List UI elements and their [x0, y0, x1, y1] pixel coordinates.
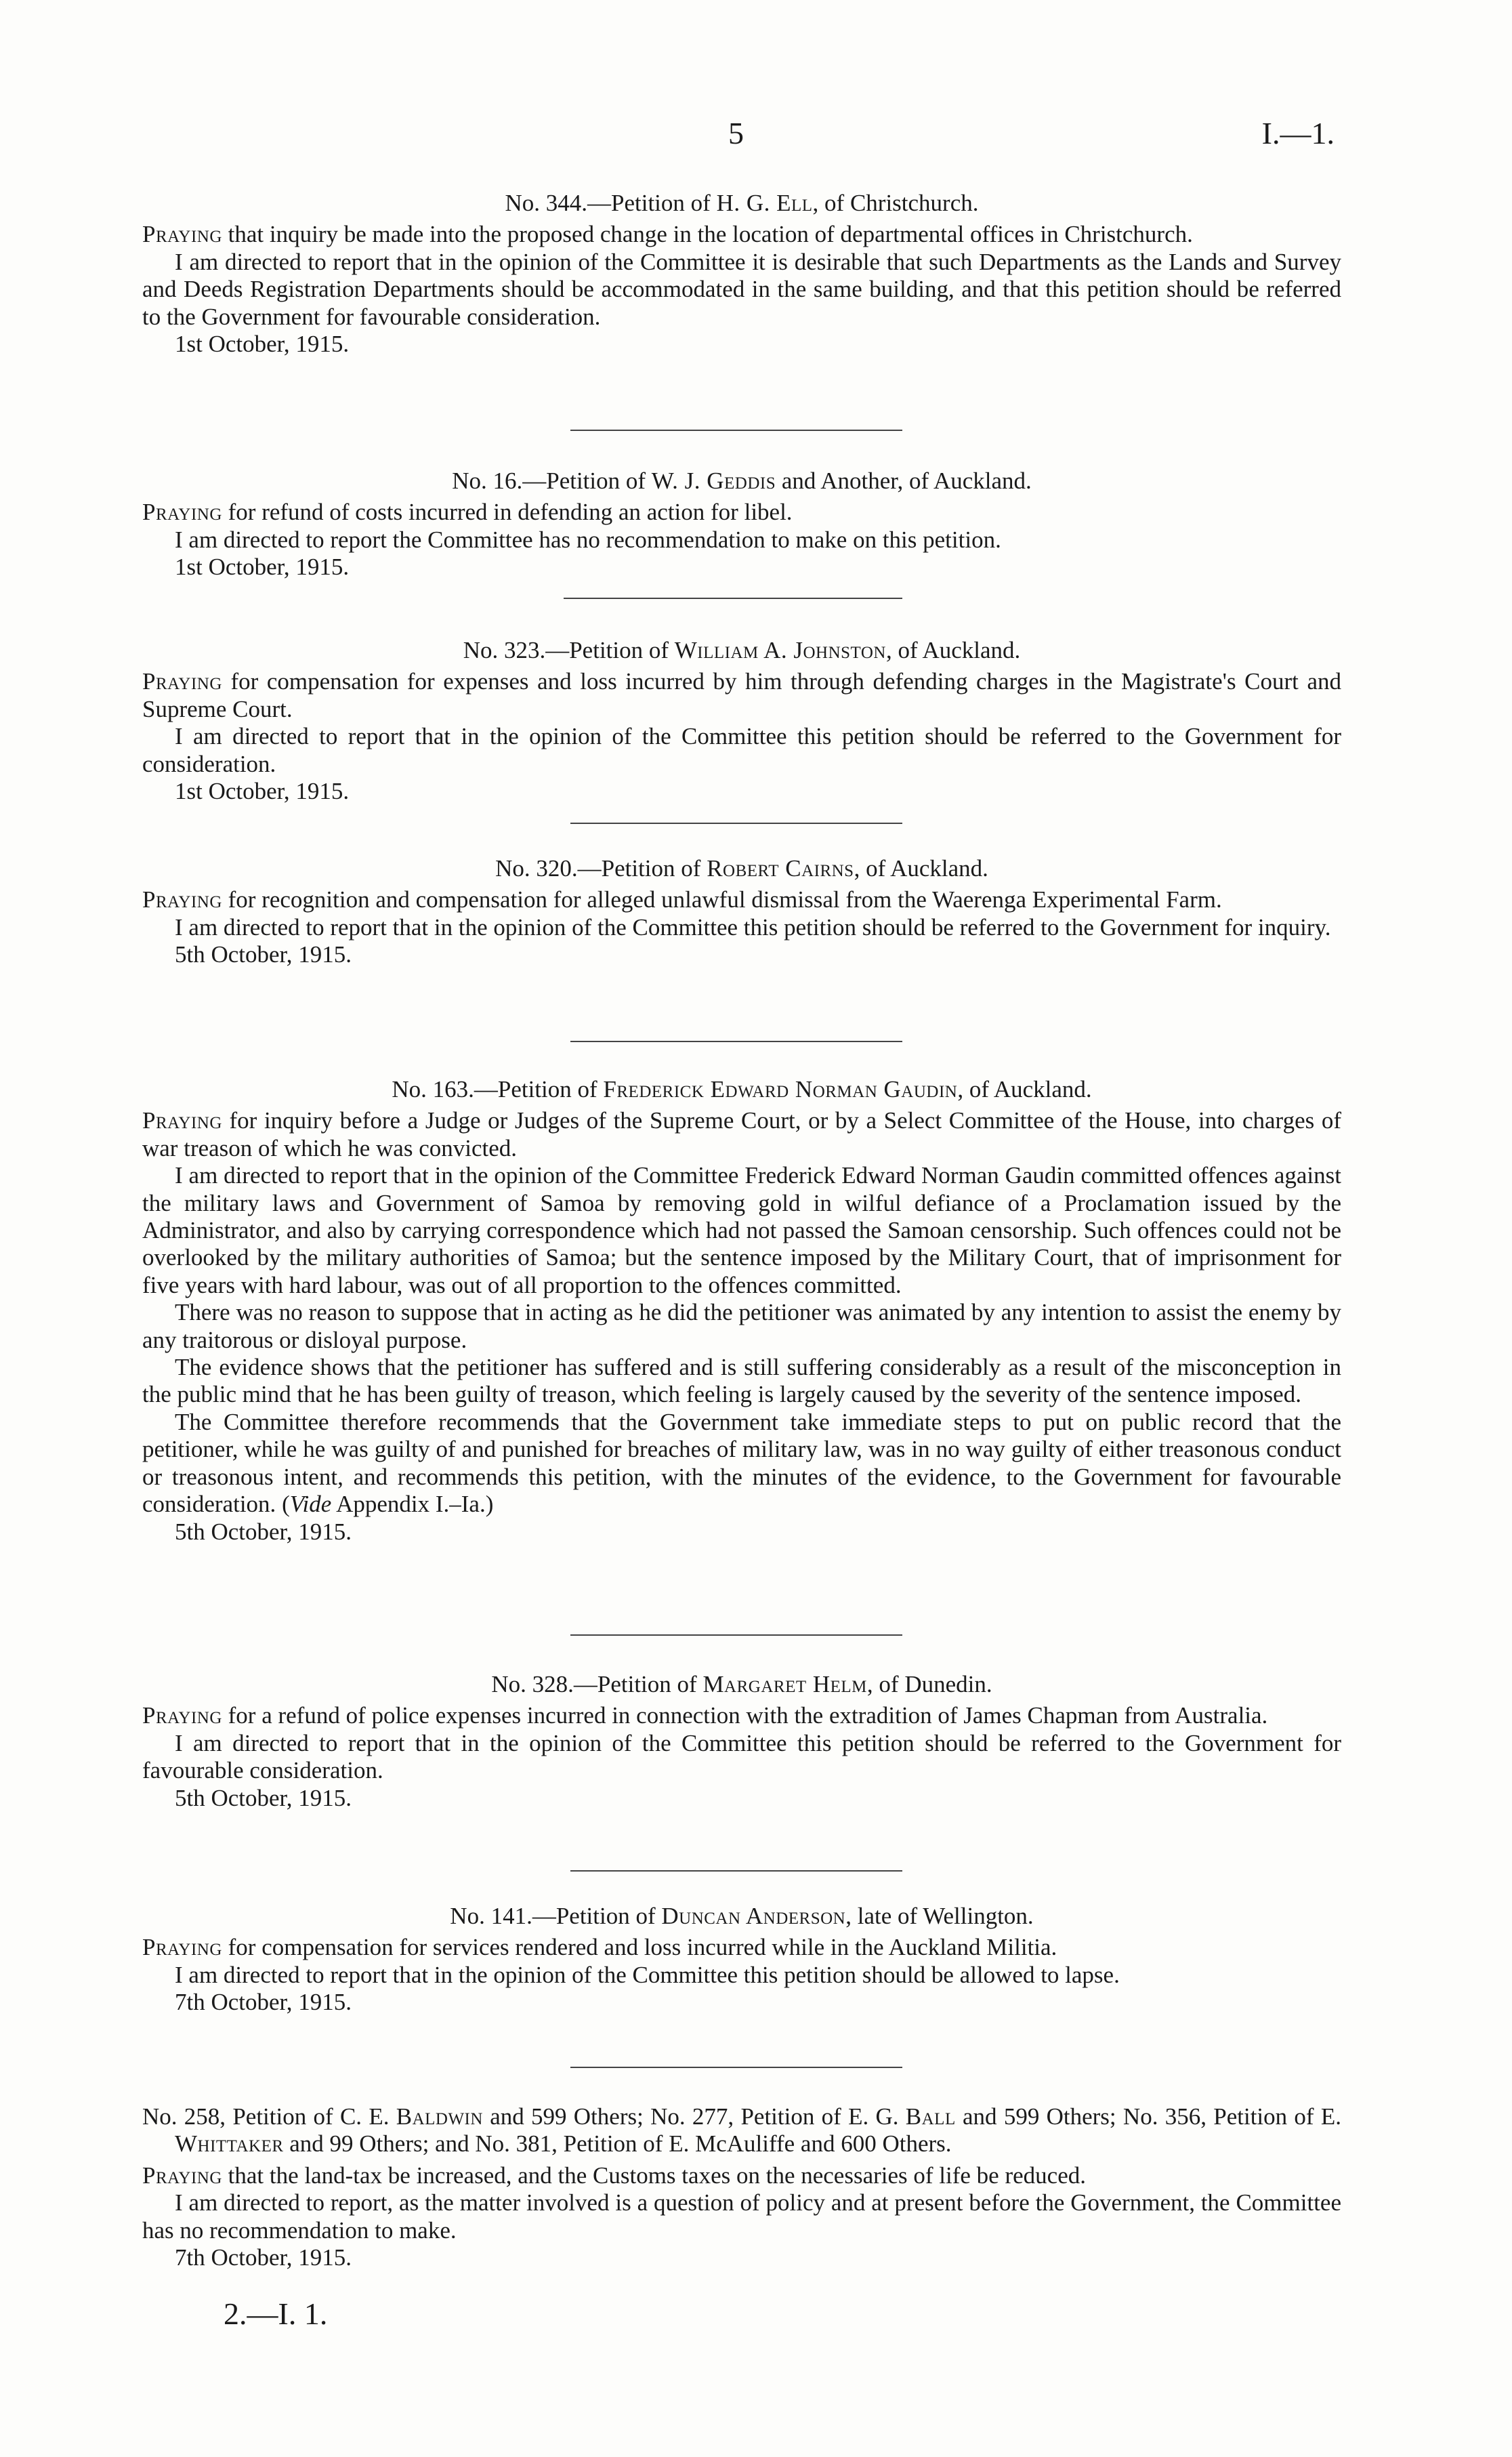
report-paragraph: The evidence shows that the petitioner has suffered and is still suffering considerably as a result of the misconception in the public mind that he has been guilty of treason, which feeling is largely caused by the severity of the sentence imposed.: [142, 1354, 1341, 1408]
petitioner-name: W. J. Geddis: [651, 468, 776, 494]
petition-title: No. 258, Petition of C. E. Baldwin and 599 Others; No. 277, Petition of E. G. Ball and 599 Others; No. 356, Petition of E. Whittaker and 99 Others; and No. 381, Petition of E. McAuliffe and 600 Others.: [142, 2103, 1341, 2157]
petitioner-name: Frederick Edward Norman Gaudin: [603, 1076, 958, 1102]
petitioner-name: Robert Cairns: [707, 855, 854, 882]
praying-paragraph: Praying for recognition and compensation for alleged unlawful dismissal from the Waerenga Experimental Farm.: [142, 886, 1222, 913]
petition-title: No. 328.—Petition of Margaret Helm, of Dunedin.: [491, 1671, 992, 1697]
sheet-signature: 2.—I. 1.: [224, 2296, 328, 2331]
praying-paragraph: Praying for inquiry before a Judge or Judges of the Supreme Court, or by a Select Committee of the House, into charges of war treason of which he was convicted.: [142, 1107, 1341, 1161]
report-paragraph: The Committee therefore recommends that the Government take immediate steps to put on public record that the petitioner, while he was guilty of and punished for breaches of military law, was in no way guilty of either treasonous conduct or treasonous intent, and recommends this petition, with the minutes of the evidence, to the Government for favourable consideration. (Vide Appendix I.–Ia.): [142, 1408, 1341, 1518]
petitioner-name: Duncan Anderson: [661, 1903, 846, 1929]
praying-paragraph: Praying for a refund of police expenses incurred in connection with the extradition of James Chapman from Australia.: [142, 1702, 1268, 1729]
petition-title: No. 141.—Petition of Duncan Anderson, late of Wellington.: [450, 1903, 1034, 1929]
report-paragraph: I am directed to report, as the matter involved is a question of policy and at present before the Government, the Committee has no recommendation to make.: [142, 2189, 1341, 2244]
section-divider: [570, 430, 902, 431]
petition-title: No. 320.—Petition of Robert Cairns, of Auckland.: [495, 855, 988, 882]
section-divider: [570, 1634, 902, 1636]
report-paragraph: I am directed to report that in the opinion of the Committee this petition should be referred to the Government for favourable consideration.: [142, 1729, 1341, 1784]
petition-16: [142, 468, 1341, 581]
report-date: 5th October, 1915.: [175, 1518, 352, 1545]
report-date: 5th October, 1915.: [175, 941, 352, 968]
petitioner-name: William A. Johnston: [674, 637, 886, 663]
report-paragraph: I am directed to report the Committee has no recommendation to make on this petition.: [175, 526, 1001, 553]
praying-paragraph: Praying for compensation for expenses and loss incurred by him through defending charges in the Magistrate's Court and Supreme Court.: [142, 668, 1341, 722]
petitioner-name: Margaret Helm: [702, 1671, 867, 1697]
section-divider: [570, 2067, 902, 2068]
report-date: 5th October, 1915.: [175, 1784, 352, 1811]
petitioner-name: Baldwin: [396, 2103, 483, 2130]
report-paragraph: I am directed to report that in the opinion of the Committee this petition should be allowed to lapse.: [175, 1961, 1120, 1988]
report-date: 1st October, 1915.: [175, 554, 350, 581]
petition-323: [142, 637, 1341, 805]
petition-258-277-356-381: [142, 2103, 1341, 2271]
report-paragraph: I am directed to report that in the opinion of the Committee Frederick Edward Norman Gaudin committed offences against the military laws and Government of Samoa by removing gold in wilful defiance of a Proclamation issued by the Administrator, and also by carrying correspondence which had not passed the Samoan censorship. Such offences could not be overlooked by the military authorities of Samoa; but the sentence imposed by the Military Court, that of imprisonment for five years with hard labour, was out of all proportion to the offences committed.: [142, 1162, 1341, 1298]
petitioner-name: H. G. Ell: [716, 190, 813, 216]
petition-title: No. 323.—Petition of William A. Johnston, of Auckland.: [463, 637, 1021, 663]
report-date: 7th October, 1915.: [175, 2244, 352, 2271]
petition-title: No. 163.—Petition of Frederick Edward Norman Gaudin, of Auckland.: [392, 1076, 1092, 1102]
petition-141: [142, 1903, 1341, 2017]
vide-reference: Vide: [289, 1491, 332, 1518]
petition-title: No. 16.—Petition of W. J. Geddis and Another, of Auckland.: [452, 468, 1032, 494]
report-paragraph: I am directed to report that in the opinion of the Committee this petition should be referred to the Government for inquiry.: [175, 913, 1331, 941]
petitioner-name: Ball: [905, 2103, 956, 2130]
document-reference: I.—1.: [1261, 116, 1335, 150]
praying-paragraph: Praying that inquiry be made into the proposed change in the location of departmental offices in Christchurch.: [142, 221, 1193, 248]
petition-320: [142, 855, 1341, 969]
report-paragraph: I am directed to report that in the opinion of the Committee it is desirable that such Departments as the Lands and Survey and Deeds Registration Departments should be accommodated in the same building, and that this petition should be referred to the Government for favourable consideration.: [142, 248, 1341, 330]
praying-paragraph: Praying for compensation for services rendered and loss incurred while in the Auckland Militia.: [142, 1934, 1057, 1961]
section-divider: [570, 823, 902, 824]
petition-344: [142, 190, 1341, 358]
petition-163: [142, 1076, 1341, 1546]
petitioner-name: Whittaker: [175, 2130, 284, 2157]
page-number: 5: [728, 116, 744, 150]
report-date: 1st October, 1915.: [175, 778, 350, 805]
report-paragraph: I am directed to report that in the opinion of the Committee this petition should be referred to the Government for consideration.: [142, 723, 1341, 777]
praying-paragraph: Praying that the land-tax be increased, and the Customs taxes on the necessaries of life be reduced.: [142, 2162, 1086, 2189]
petition-title: No. 344.—Petition of H. G. Ell, of Christchurch.: [505, 190, 979, 216]
praying-paragraph: Praying for refund of costs incurred in defending an action for libel.: [142, 499, 793, 526]
section-divider: [564, 598, 902, 599]
section-divider: [570, 1870, 902, 1872]
petition-328: [142, 1671, 1341, 1812]
report-date: 7th October, 1915.: [175, 1989, 352, 2016]
section-divider: [570, 1041, 902, 1042]
report-date: 1st October, 1915.: [175, 331, 350, 358]
report-paragraph: There was no reason to suppose that in acting as he did the petitioner was animated by any intention to assist the enemy by any traitorous or disloyal purpose.: [142, 1299, 1341, 1353]
